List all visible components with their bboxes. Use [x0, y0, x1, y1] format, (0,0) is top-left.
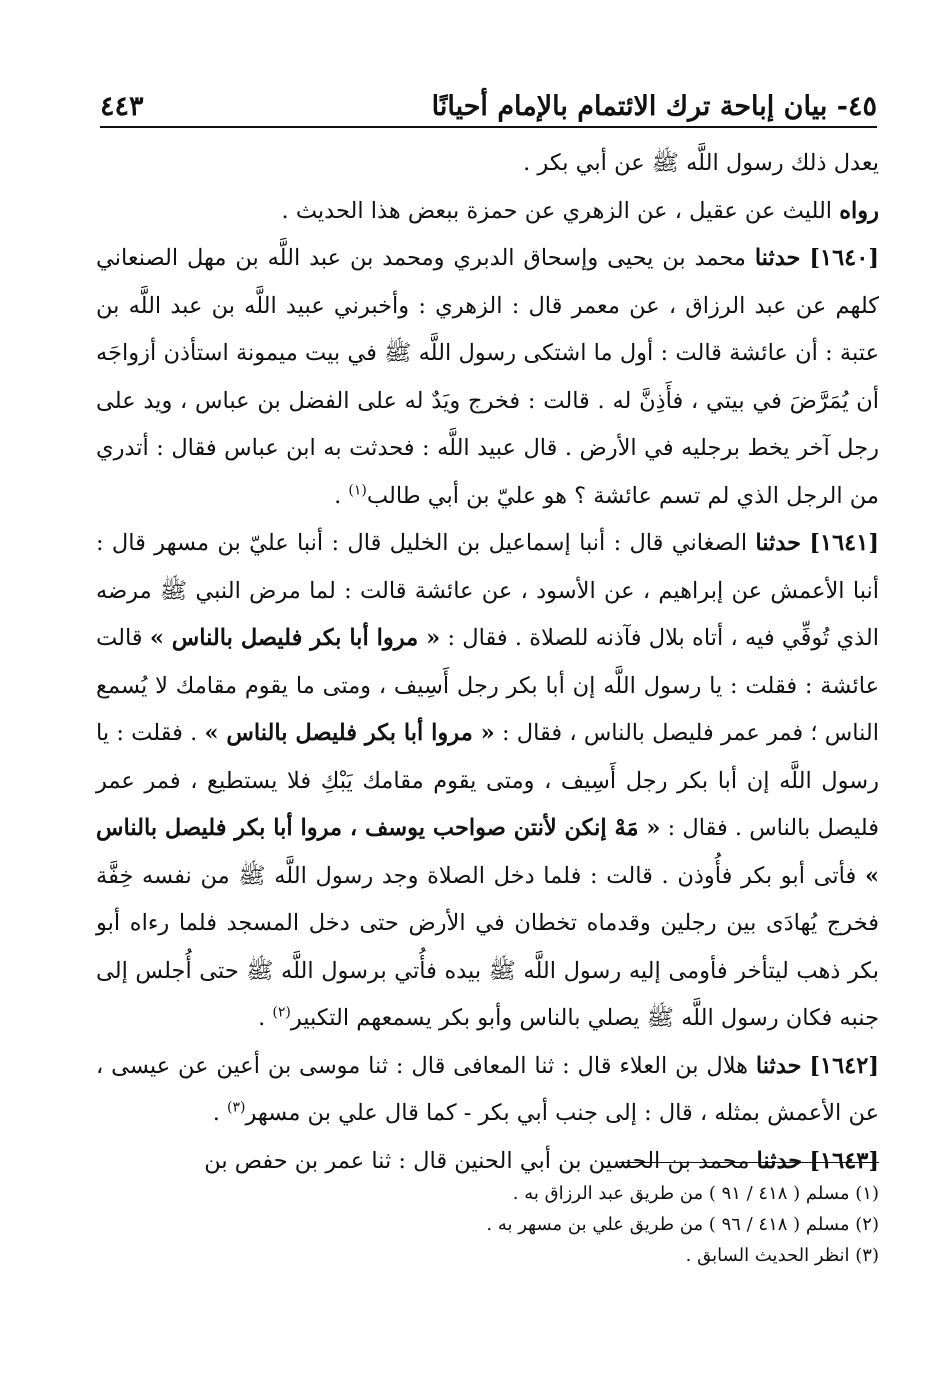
narration-keyword: حدثنا — [755, 1052, 802, 1079]
page-header — [100, 70, 877, 122]
footnote-ref: (٣) — [227, 1099, 246, 1116]
narration-keyword: حدثنا — [755, 530, 802, 556]
prophetic-quote: « مروا أبا بكر فليصل بالناس » — [149, 625, 441, 651]
footnote-1: (١) مسلم ( ٤١٨ / ٩١ ) من طريق عبد الرزاق به . — [512, 1183, 879, 1204]
text-line-intro — [96, 140, 879, 188]
footnote-ref: (٢) — [272, 1004, 291, 1021]
page-number: ٤٤٣ — [100, 91, 144, 122]
hadith-1640 — [96, 235, 879, 520]
footnotes — [96, 1178, 879, 1271]
hadith-text: محمد بن يحيى وإسحاق الدبري ومحمد بن عبد اللَّه بن مهل الصنعاني كلهم عن عبد الرزاق ، عن معمر قال : الزهري : وأخبرني عبيد اللَّه بن عبد اللَّه بن عتبة : أن عائشة قالت : أول ما اشتكى رسول اللَّه ﷺ في بيت ميمونة استأذن أزواجَه أن يُمَرَّضَ في بيتي ، فأَذِنَّ له . قالت : فخرج ويَدٌ له على الفضل بن عباس ، ويد على رجل آخر يخط برجليه في الأرض . قال عبيد اللَّه : فحدثت به ابن عباس فقال : أتدري من الرجل الذي لم تسم عائشة ؟ هو عليّ بن أبي طالب — [96, 245, 879, 509]
narration-keyword: حدثنا — [754, 245, 801, 271]
footnote-2: (٢) مسلم ( ٤١٨ / ٩٦ ) من طريق علي بن مسهر به . — [486, 1214, 879, 1235]
hadith-number: [١٦٤٢] — [809, 1052, 880, 1079]
continuation-text: يعدل ذلك رسول اللَّه ﷺ عن أبي بكر . — [523, 150, 879, 176]
hadith-end: . — [258, 1005, 273, 1031]
footnote-3: (٣) انظر الحديث السابق . — [685, 1245, 879, 1266]
hadith-number: [١٦٤١] — [809, 530, 879, 556]
hadith-text: فأتى أبو بكر فأُوذن . قالت : فلما دخل الصلاة وجد رسول اللَّه ﷺ من نفسه خِفَّة فخرج يُهادَى بين رجلين وقدماه تخطان في الأرض حتى دخل المسجد فلما رءاه أبو بكر ذهب ليتأخر فأومى إليه رسول اللَّه ﷺ بيده فأُتي برسول اللَّه ﷺ حتى أُجلس إلى جنبه فكان رسول اللَّه ﷺ يصلي بالناس وأبو بكر يسمعهم التكبير — [96, 862, 879, 1031]
prophetic-quote: « مَهْ إنكن لأنتن صواحب يوسف ، مروا أبا بكر فليصل بالناس » — [96, 815, 879, 889]
hadith-text: . فقلت : يا رسول اللَّه إن أبا بكر رجل أَسِيف ، ومتى يقوم مقامك يَبْكِ فلا يستطيع ، فمر عمر فليصل بالناس . فقال : — [96, 720, 879, 841]
riwaya-text: الليث عن عقيل ، عن الزهري عن حمزة ببعض هذا الحديث . — [281, 197, 840, 224]
hadith-text: الصغاني قال : أنبا إسماعيل بن الخليل قال : أنبا عليّ بن مسهر قال : أنبا الأعمش عن إبراهيم ، عن الأسود ، عن عائشة قالت : لما مرض النبي ﷺ مرضه الذي تُوفِّي فيه ، أتاه بلال فآذنه للصلاة . فقال : — [96, 530, 880, 651]
hadith-end: . — [212, 1100, 228, 1126]
narration-keyword: حدثنا — [756, 1147, 803, 1174]
text-line-riwaya — [96, 188, 879, 236]
hadith-number: [١٦٤٠] — [809, 245, 879, 271]
header-divider — [100, 126, 877, 128]
hadith-number: [١٦٤٣] — [809, 1147, 879, 1174]
chapter-title: ٤٥- بيان إباحة ترك الائتمام بالإمام أحيانًا — [431, 91, 877, 122]
hadith-text: محمد بن الحسين بن أبي الحنين قال : ثنا عمر بن حفص بن — [204, 1147, 757, 1174]
footnote-ref: (١) — [348, 482, 367, 498]
prophetic-quote: « مروا أبا بكر فليصل بالناس » — [204, 720, 495, 746]
footnote-divider — [619, 1162, 879, 1163]
main-text — [96, 140, 879, 1185]
hadith-end: . — [334, 482, 349, 509]
hadith-1641 — [96, 520, 879, 1043]
hadith-text: هلال بن العلاء قال : ثنا المعافى قال : ثنا موسى بن أعين عن عيسى ، عن الأعمش بمثله ، قال : إلى جنب أبي بكر - كما قال علي بن مسهر — [96, 1052, 879, 1126]
hadith-1642 — [96, 1043, 879, 1138]
hadith-text: قالت عائشة : فقلت : يا رسول اللَّه إن أبا بكر رجل أَسِيف ، ومتى ما يقوم مقامك لا يُسمع الناس ؛ فمر عمر فليصل بالناس ، فقال : — [96, 625, 880, 746]
riwaya-keyword: رواه — [839, 197, 879, 224]
